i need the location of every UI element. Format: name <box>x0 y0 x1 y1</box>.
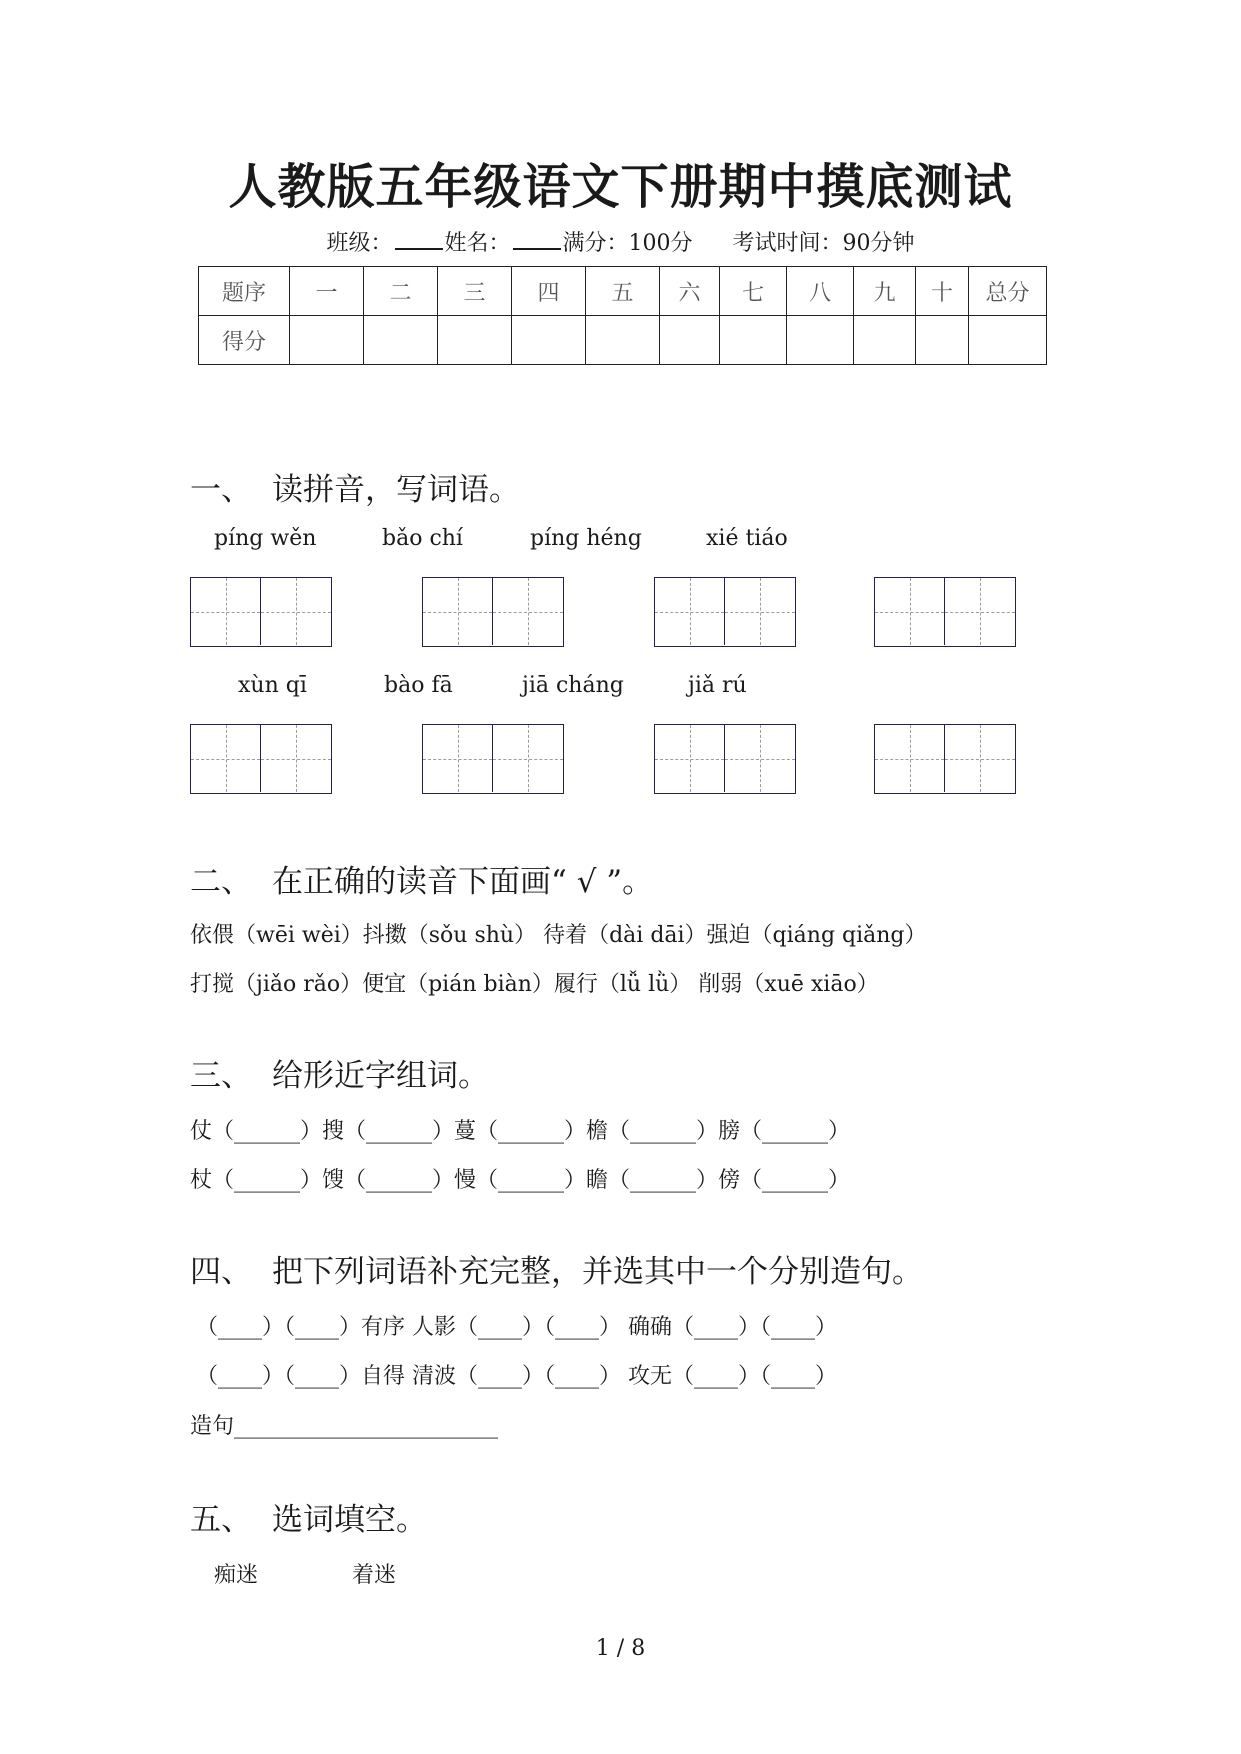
score-table-score-row <box>199 316 1047 365</box>
score-cell[interactable] <box>854 316 916 365</box>
score-cell[interactable] <box>969 316 1047 365</box>
score-table-header-row <box>199 267 1047 316</box>
section-4-number: 四、 <box>190 1254 252 1290</box>
grid-cell[interactable] <box>191 578 261 645</box>
name-label: 姓名： <box>444 231 511 256</box>
grid-cell[interactable] <box>423 578 493 645</box>
section-1-number: 一、 <box>190 472 252 508</box>
name-blank[interactable] <box>513 228 561 250</box>
grid-cell[interactable] <box>725 725 795 792</box>
word-choice: 痴迷 <box>214 1563 259 1588</box>
table-header-cell: 一 <box>290 267 364 316</box>
section-5-text: 选词填空。 <box>272 1502 427 1538</box>
table-header-cell: 三 <box>438 267 512 316</box>
grid-cell[interactable] <box>493 725 563 792</box>
word-group-line: 仗（______）搜（______）蔓（______）檐（______）膀（______） <box>190 1119 851 1144</box>
table-header-cell: 四 <box>512 267 586 316</box>
score-cell[interactable] <box>438 316 512 365</box>
writing-grid[interactable] <box>874 577 1016 647</box>
score-cell[interactable] <box>290 316 364 365</box>
writing-grid[interactable] <box>190 577 332 647</box>
grid-cell[interactable] <box>655 578 725 645</box>
writing-grid[interactable] <box>874 724 1016 794</box>
grid-cell[interactable] <box>945 725 1015 792</box>
section-5-number: 五、 <box>190 1502 252 1538</box>
grid-cell[interactable] <box>261 578 331 645</box>
table-header-cell: 八 <box>787 267 854 316</box>
page-title: 人教版五年级语文下册期中摸底测试 <box>228 159 1013 215</box>
section-1-text: 读拼音，写词语。 <box>272 472 520 508</box>
section-1-title <box>190 464 520 509</box>
grid-cell[interactable] <box>191 725 261 792</box>
score-row-label: 得分 <box>199 316 290 365</box>
exam-time: 考试时间：90分钟 <box>732 231 915 256</box>
class-label: 班级： <box>326 231 393 256</box>
pinyin-label: píng héng <box>530 526 642 551</box>
grid-cell[interactable] <box>945 578 1015 645</box>
idiom-line: （____）（____）自得 清波（____）（____） 攻无（____）（____） <box>196 1364 837 1389</box>
page-number: 1 / 8 <box>595 1636 646 1661</box>
writing-grid[interactable] <box>654 724 796 794</box>
word-group-line: 杖（______）馊（______）慢（______）瞻（______）傍（______） <box>190 1168 851 1193</box>
section-2-number: 二、 <box>190 864 252 900</box>
score-cell[interactable] <box>916 316 969 365</box>
section-4-text: 把下列词语补充完整，并选其中一个分别造句。 <box>272 1254 923 1290</box>
grid-cell[interactable] <box>725 578 795 645</box>
pinyin-label: bào fā <box>384 673 453 698</box>
pronunciation-line: 打搅（jiǎo rǎo）便宜（pián biàn）履行（lǚ lǜ） 削弱（xuē xiāo） <box>190 972 879 997</box>
writing-grid[interactable] <box>190 724 332 794</box>
writing-grid[interactable] <box>422 577 564 647</box>
table-header-cell: 九 <box>854 267 916 316</box>
section-2-text: 在正确的读音下面画“ √ ”。 <box>272 864 654 900</box>
pinyin-label: xùn qī <box>238 673 307 698</box>
pinyin-label: píng wěn <box>214 526 317 551</box>
grid-cell[interactable] <box>423 725 493 792</box>
grid-cell[interactable] <box>875 578 945 645</box>
grid-cell[interactable] <box>493 578 563 645</box>
pinyin-label: jiā cháng <box>522 673 624 698</box>
pronunciation-line: 依偎（wēi wèi）抖擞（sǒu shù） 待着（dài dāi）强迫（qiáng qiǎng） <box>190 923 927 948</box>
table-header-cell: 题序 <box>199 267 290 316</box>
exam-meta <box>0 226 1241 257</box>
grid-cell[interactable] <box>261 725 331 792</box>
section-3-text: 给形近字组词。 <box>272 1058 489 1094</box>
score-cell[interactable] <box>364 316 438 365</box>
pinyin-label: xié tiáo <box>706 526 788 551</box>
table-header-cell: 二 <box>364 267 438 316</box>
full-score: 满分：100分 <box>562 231 693 256</box>
writing-grid[interactable] <box>654 577 796 647</box>
idiom-line: （____）（____）有序 人影（____）（____） 确确（____）（____） <box>196 1315 837 1340</box>
section-5-title <box>190 1494 427 1539</box>
section-3-number: 三、 <box>190 1058 252 1094</box>
pinyin-label: jiǎ rú <box>688 673 747 698</box>
section-2-title <box>190 856 653 901</box>
score-cell[interactable] <box>512 316 586 365</box>
table-header-cell: 五 <box>586 267 660 316</box>
score-cell[interactable] <box>586 316 660 365</box>
sentence-line[interactable]: 造句________________________ <box>190 1414 499 1439</box>
grid-cell[interactable] <box>875 725 945 792</box>
section-4-title <box>190 1246 923 1291</box>
score-cell[interactable] <box>787 316 854 365</box>
table-header-cell: 十 <box>916 267 969 316</box>
score-cell[interactable] <box>720 316 787 365</box>
table-header-cell: 七 <box>720 267 787 316</box>
class-blank[interactable] <box>395 228 443 250</box>
section-3-title <box>190 1050 489 1095</box>
table-header-cell: 六 <box>660 267 720 316</box>
pinyin-label: bǎo chí <box>382 526 463 551</box>
writing-grid[interactable] <box>422 724 564 794</box>
score-cell[interactable] <box>660 316 720 365</box>
score-table <box>198 266 1047 365</box>
word-choice: 着迷 <box>352 1563 397 1588</box>
table-header-cell: 总分 <box>969 267 1047 316</box>
grid-cell[interactable] <box>655 725 725 792</box>
